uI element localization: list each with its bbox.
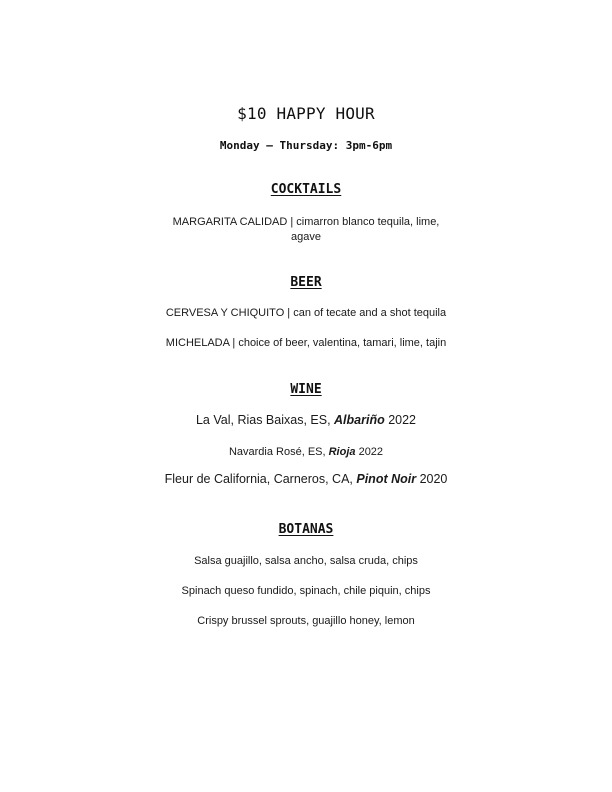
botana-item: Crispy brussel sprouts, guajillo honey, lemon [197, 615, 415, 627]
beer-item: CERVESA Y CHIQUITO | can of tecate and a shot tequila [165, 307, 447, 319]
menu-title: $10 HAPPY HOUR [237, 104, 375, 123]
wine-item-varietal: Rioja [328, 446, 356, 458]
cocktail-item: MARGARITA CALIDAD | cimarron blanco tequila, lime, agave [172, 216, 440, 243]
wine-item [0, 413, 612, 427]
wine-item-vintage: 2022 [384, 413, 416, 427]
menu-schedule: Monday – Thursday: 3pm-6pm [219, 139, 393, 152]
wine-item-prefix: Navardia Rosé, ES, [228, 446, 329, 458]
wine-item-prefix: La Val, Rias Baixas, ES, [195, 413, 335, 427]
wine-item-varietal: Pinot Noir [356, 472, 417, 486]
wine-item-vintage: 2020 [416, 472, 448, 486]
section-heading-beer: BEER [290, 275, 322, 290]
wine-item-prefix: Fleur de California, Carneros, CA, [164, 472, 357, 486]
section-heading-botanas: BOTANAS [278, 522, 334, 537]
beer-item: MICHELADA | choice of beer, valentina, tamari, lime, tajin [165, 337, 447, 349]
section-heading-wine: WINE [290, 382, 322, 397]
wine-item-vintage: 2022 [355, 446, 384, 458]
wine-item-varietal: Albariño [334, 413, 385, 427]
wine-item [0, 472, 612, 486]
section-heading-cocktails: COCKTAILS [270, 182, 342, 197]
botana-item: Spinach queso fundido, spinach, chile piquin, chips [181, 585, 431, 597]
botana-item: Salsa guajillo, salsa ancho, salsa cruda, chips [194, 555, 418, 567]
wine-item [0, 446, 612, 458]
